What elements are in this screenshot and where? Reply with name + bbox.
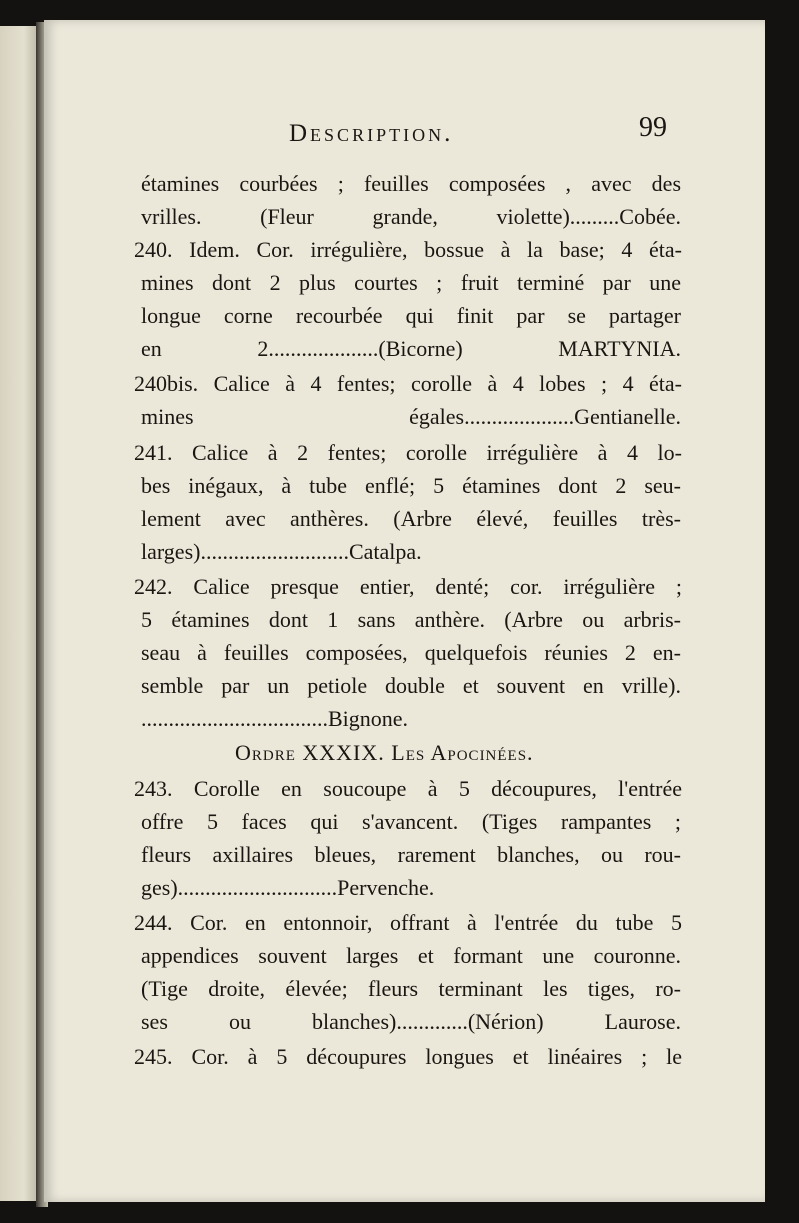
text-line: seau à feuilles composées, quelquefois réunies 2 en- [141,640,681,665]
text-line: lement avec anthères. (Arbre élevé, feuilles très- [141,506,681,531]
text-line: appendices souvent larges et formant une couronne. [141,943,681,968]
text-line: 5 étamines dont 1 sans anthère. (Arbre ou arbris- [141,607,681,632]
text-line: 240bis. Calice à 4 fentes; corolle à 4 lobes ; 4 éta- [134,371,682,396]
text-line: 242. Calice presque entier, denté; cor. irrégulière ; [134,574,682,599]
book-page [44,20,765,1202]
text-line: larges)...........................Catalpa. [141,539,422,564]
text-line: semble par un petiole double et souvent en vrille). [141,673,681,698]
text-line: 240. Idem. Cor. irrégulière, bossue à la base; 4 éta- [134,237,682,262]
text-line: bes inégaux, à tube enflé; 5 étamines dont 2 seu- [141,473,681,498]
text-line: fleurs axillaires bleues, rarement blanches, ou rou- [141,842,681,867]
running-title: Description. [289,120,454,147]
text-line: mines égales....................Gentianelle. [141,404,681,429]
text-line: 241. Calice à 2 fentes; corolle irrégulière à 4 lo- [134,440,682,465]
section-heading: Ordre XXXIX. Les Apocinées. [235,740,534,765]
page-header [44,112,765,160]
text-line: mines dont 2 plus courtes ; fruit terminé par une [141,270,681,295]
text-line: ges).............................Pervenche. [141,875,435,900]
text-line: étamines courbées ; feuilles composées , avec des [141,171,681,196]
text-line: en 2....................(Bicorne) MARTYNIA. [141,336,681,361]
text-line: ..................................Bignone. [141,706,409,731]
text-line: offre 5 faces qui s'avancent. (Tiges rampantes ; [141,809,681,834]
text-line: vrilles. (Fleur grande, violette).........Cobée. [141,204,681,229]
text-line: ses ou blanches).............(Nérion) Laurose. [141,1009,681,1034]
text-line: 243. Corolle en soucoupe à 5 découpures, l'entrée [134,776,682,801]
text-line: longue corne recourbée qui finit par se partager [141,303,681,328]
text-line: 244. Cor. en entonnoir, offrant à l'entrée du tube 5 [134,910,682,935]
page-number: 99 [639,112,667,143]
text-line: 245. Cor. à 5 découpures longues et linéaires ; le [134,1044,682,1069]
text-line: (Tige droite, élevée; fleurs terminant les tiges, ro- [141,976,681,1001]
